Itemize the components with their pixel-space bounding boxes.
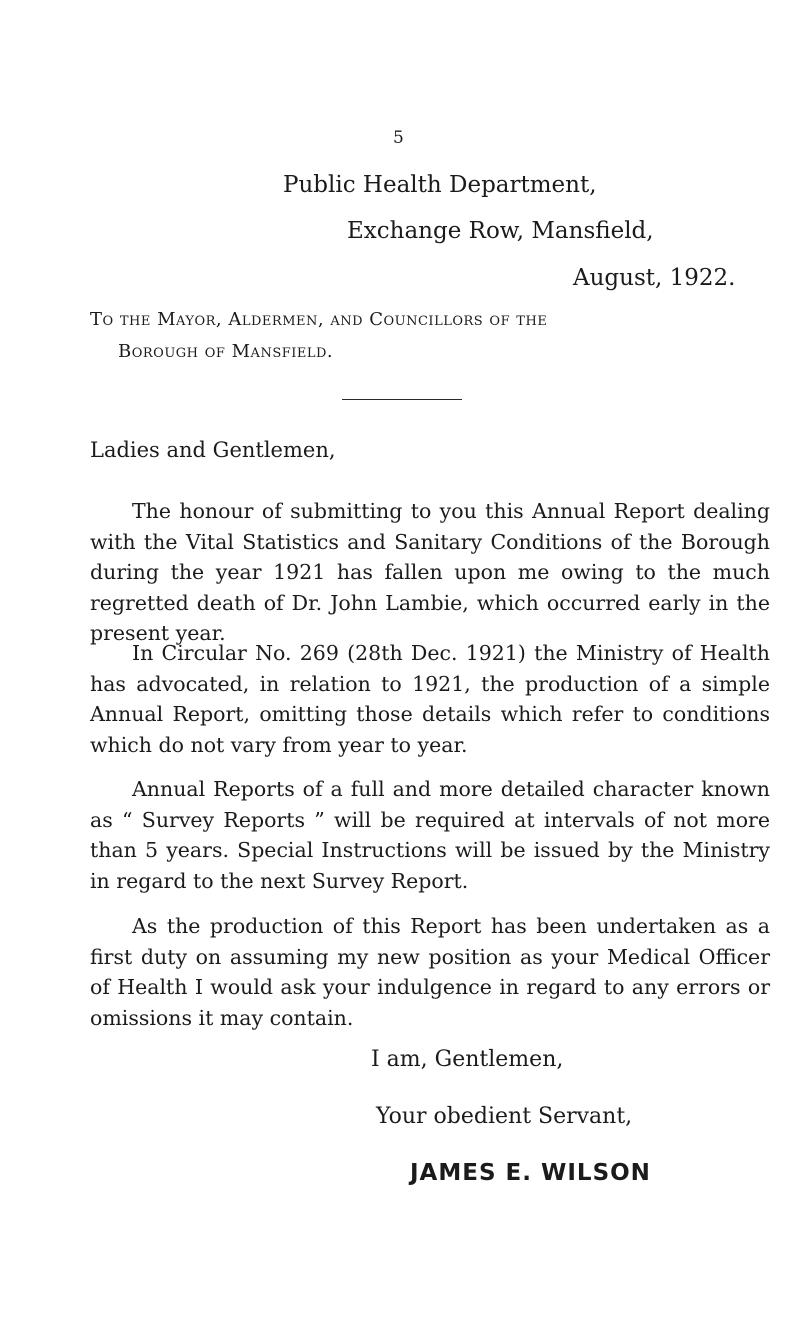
- paragraph-2: In Circular No. 269 (28th Dec. 1921) the Ministry of Health has advocated, in relation to 1921, the production of a simple Annual Report, omitting those details which refer to conditions which do not vary from year to year.: [90, 641, 770, 757]
- valediction: Your obedient Servant,: [376, 1104, 633, 1129]
- page-number: 5: [393, 128, 404, 148]
- addressee-line-1: To the Mayor, Aldermen, and Councillors of the: [90, 309, 548, 330]
- divider-rule: [342, 399, 462, 400]
- street-line: Exchange Row, Mansfield,: [347, 218, 654, 244]
- closing-line: I am, Gentlemen,: [371, 1047, 564, 1072]
- paragraph-4: As the production of this Report has been undertaken as a first duty on assuming my new position as your Medical Officer of Health I would ask your indulgence in regard to any errors or omissions it may contain.: [90, 914, 770, 1030]
- signature-name: JAMES E. WILSON: [410, 1160, 651, 1186]
- date-line: August, 1922.: [573, 265, 736, 291]
- addressee: [90, 304, 547, 368]
- addressee-line-2: Borough of Mansfield.: [118, 341, 334, 362]
- greeting: Ladies and Gentlemen,: [90, 438, 336, 462]
- paragraph-1: The honour of submitting to you this Annual Report dealing with the Vital Statistics and Sanitary Conditions of the Borough during the year 1921 has fallen upon me owing to the much regretted death of Dr. John Lambie, which occurred early in the present year.: [90, 499, 770, 645]
- department-line: Public Health Department,: [283, 172, 597, 198]
- paragraph-3: Annual Reports of a full and more detailed character known as “ Survey Reports ” will be required at intervals of not more than 5 years. Special Instructions will be issued by the Ministry in regard to the next Survey Report.: [90, 777, 770, 893]
